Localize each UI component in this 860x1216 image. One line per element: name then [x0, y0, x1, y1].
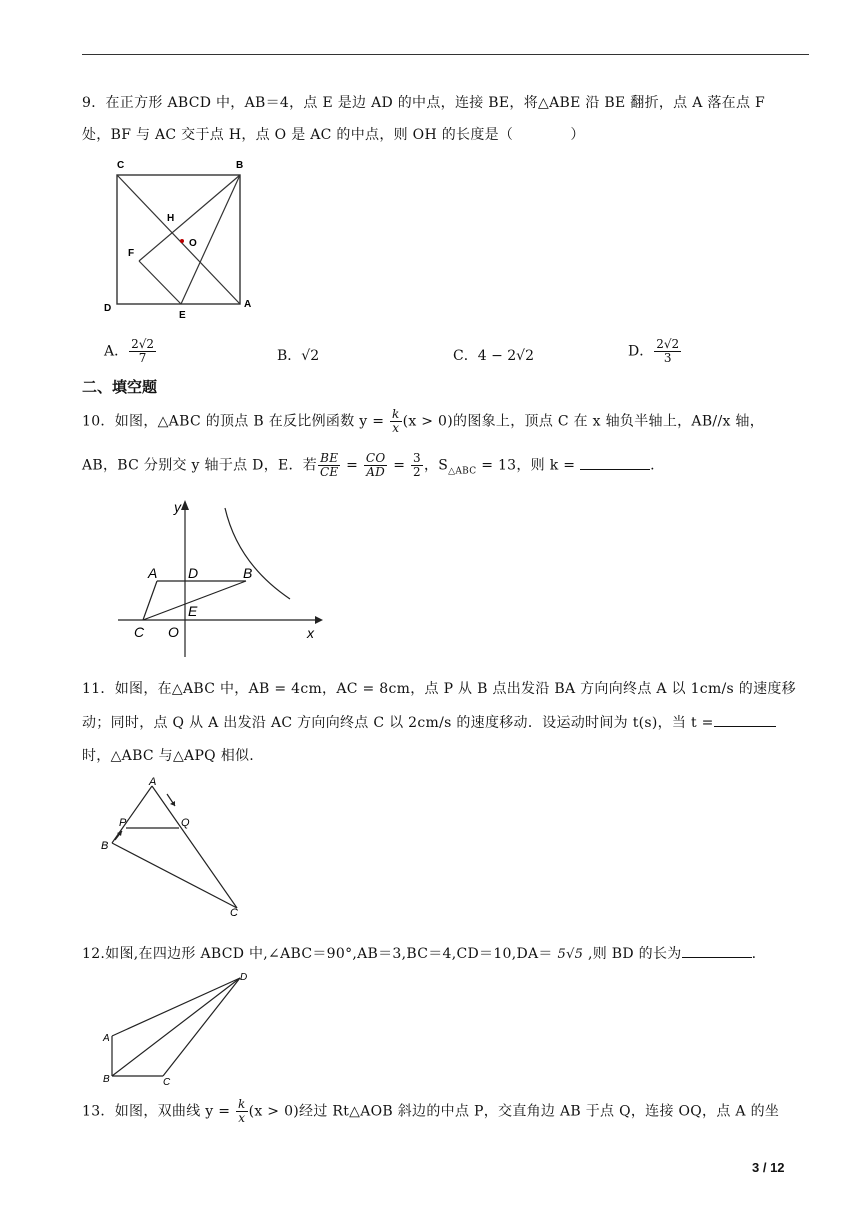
q9-figure	[100, 155, 270, 325]
q9-text-line1: 9．在正方形 ABCD 中，AB＝4，点 E 是边 AD 的中点，连接 BE，将△ABE 沿 BE 翻折，点 A 落在点 F	[82, 95, 766, 111]
label-c: C	[163, 1077, 171, 1088]
segment-cd	[163, 978, 240, 1076]
segment-bc	[112, 843, 237, 908]
q10-figure	[110, 492, 340, 662]
segment-ac	[152, 786, 237, 908]
label-x: x	[307, 625, 314, 641]
q9-text-line2: 处，BF 与 AC 交于点 H，点 O 是 AC 的中点，则 OH 的长度是（ ）	[82, 127, 585, 143]
label-a: A	[103, 1033, 110, 1044]
header-rule	[82, 54, 809, 55]
segment-ab	[112, 786, 152, 843]
label-b: B	[236, 160, 244, 171]
segment-ac	[143, 581, 157, 620]
diagonal-ca	[117, 175, 240, 304]
label-b: B	[243, 565, 253, 581]
label-o: O	[189, 238, 197, 249]
label-p: P	[119, 817, 127, 829]
segment-fe	[139, 261, 181, 304]
label-o: O	[168, 624, 179, 640]
q9-option-c: C．4 − 2√2	[453, 348, 534, 364]
label-f: F	[128, 248, 135, 259]
q12-radical: 5√5	[557, 947, 584, 962]
label-e: E	[188, 603, 198, 619]
page-number: 3 / 12	[752, 1160, 785, 1175]
q10-answer-blank	[580, 457, 650, 470]
label-c: C	[117, 160, 125, 171]
q10-text-line2: AB，BC 分别交 y 轴于点 D，E．若 $\frac{BE}{CE}$ = $\frac{CO}{AD}$ = $\frac{3}{2}$ ，$S_{\triangle ABC} = 13$，则 k = .	[82, 451, 655, 479]
label-a: A	[244, 299, 252, 310]
label-a: A	[149, 776, 157, 788]
label-c: C	[134, 624, 145, 640]
q12-figure	[95, 968, 265, 1088]
section-heading: 二、填空题	[82, 378, 158, 396]
q11-text-line1: 11．如图，在△ABC 中，AB = 4cm，AC = 8cm，点 P 从 B 点出发沿 BA 方向向终点 A 以 1cm/s 的速度移	[82, 681, 796, 697]
q9-option-a: A． $\frac{2√2}{7}$	[104, 337, 155, 365]
label-b: B	[101, 840, 109, 852]
label-e: E	[179, 310, 186, 321]
q13-text-line: 13．如图，双曲线 y = $\frac{k}{x}$ (x > 0)经过 Rt△AOB 斜边的中点 P，交直角边 AB 于点 Q，连接 OQ，点 A 的坐	[82, 1097, 780, 1125]
q12-text-line: 12.如图,在四边形 ABCD 中,∠ABC＝90°,AB＝3,BC＝4,CD＝10,DA＝ 5√5 ,则 BD 的长为 .	[82, 946, 757, 962]
label-d: D	[104, 303, 112, 314]
label-q: Q	[181, 817, 190, 829]
point-o	[180, 239, 184, 243]
q10-text-line1: 10．如图，△ABC 的顶点 B 在反比例函数 y = $\frac{k}{x}$ (x > 0)的图象上，顶点 C 在 x 轴负半轴上，AB//x 轴，	[82, 407, 765, 435]
q11-figure	[95, 776, 255, 918]
label-a: A	[148, 565, 158, 581]
q12-answer-blank	[682, 945, 752, 958]
label-y: y	[174, 499, 181, 515]
label-b: B	[103, 1074, 110, 1085]
q11-answer-blank	[714, 714, 776, 727]
q9-option-d: D． $\frac{2√2}{3}$	[628, 337, 680, 365]
q11-text-line2: 动；同时，点 Q 从 A 出发沿 AC 方向向终点 C 以 2cm/s 的速度移动．设运动时间为 t(s)，当 t =	[82, 712, 776, 732]
q11-text-line3: 时，△ABC 与△APQ 相似.	[82, 748, 255, 764]
label-c: C	[230, 907, 238, 918]
label-d: D	[240, 972, 248, 983]
label-h: H	[167, 213, 175, 224]
q9-option-b: B．√2	[277, 348, 320, 364]
label-d: D	[188, 565, 199, 581]
